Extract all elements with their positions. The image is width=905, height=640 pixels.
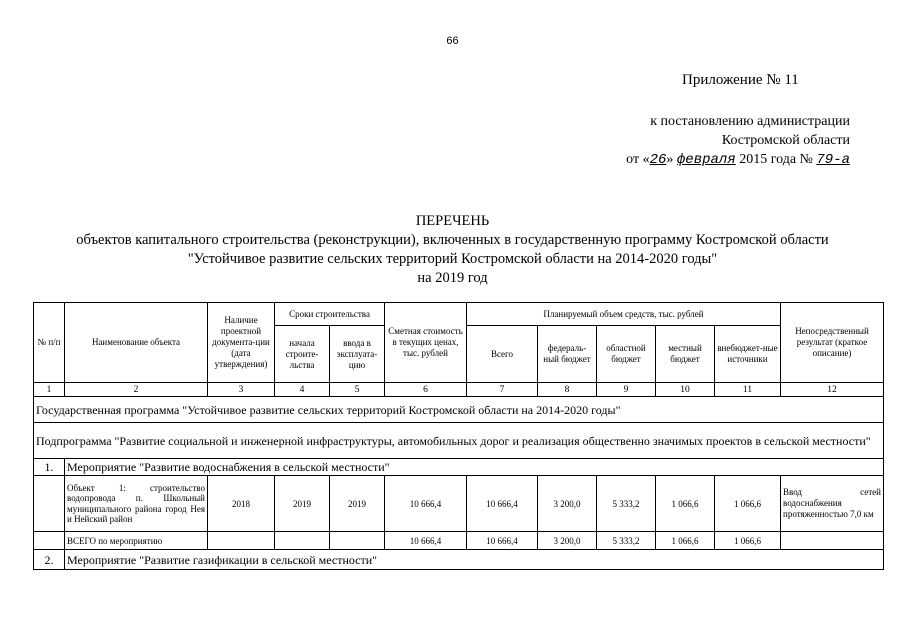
decree-mid: » <box>666 152 677 167</box>
measure-1-name: Мероприятие "Развитие водоснабжения в сельской местности" <box>65 459 884 476</box>
title-line-4: на 2019 год <box>417 270 488 286</box>
decree-line-1: к постановлению администрации <box>650 114 850 129</box>
title-line-3: "Устойчивое развитие сельских территорий Костромской области на 2014-2020 годы" <box>187 251 718 267</box>
header-extra: внебюджет-ные источники <box>715 326 781 383</box>
object-1-commission: 2019 <box>330 476 385 532</box>
col-number: 5 <box>330 383 385 397</box>
col-number: 10 <box>656 383 715 397</box>
header-start: начала строите-льства <box>275 326 330 383</box>
total-1-commission <box>330 532 385 550</box>
decree-reference <box>560 112 850 170</box>
header-local: местный бюджет <box>656 326 715 383</box>
decree-date-line <box>560 150 850 170</box>
col-number: 11 <box>715 383 781 397</box>
objects-table <box>33 302 884 570</box>
header-planned: Планируемый объем средств, тыс. рублей <box>467 303 781 326</box>
col-number: 6 <box>385 383 467 397</box>
header-regional: областной бюджет <box>597 326 656 383</box>
header-docs: Наличие проектной документа-ции (дата утверждения) <box>208 303 275 383</box>
col-number: 3 <box>208 383 275 397</box>
total-1-regional: 5 333,2 <box>597 532 656 550</box>
object-1-regional: 5 333,2 <box>597 476 656 532</box>
col-number: 8 <box>538 383 597 397</box>
header-name: Наименование объекта <box>65 303 208 383</box>
decree-year: 2015 года № <box>735 152 817 167</box>
col-number: 7 <box>467 383 538 397</box>
decree-month: февраля <box>676 152 736 168</box>
total-1-cost: 10 666,4 <box>385 532 467 550</box>
total-1-extra: 1 066,6 <box>715 532 781 550</box>
object-1-num <box>34 476 65 532</box>
decree-from-prefix: от « <box>626 152 650 167</box>
total-1-local: 1 066,6 <box>656 532 715 550</box>
object-1-local: 1 066,6 <box>656 476 715 532</box>
header-cost: Сметная стоимость в текущих ценах, тыс. рублей <box>385 303 467 383</box>
decree-day: 26 <box>649 152 667 168</box>
measure-1-num: 1. <box>34 459 65 476</box>
document-title <box>0 212 905 288</box>
header-total: Всего <box>467 326 538 383</box>
col-number: 9 <box>597 383 656 397</box>
object-1-extra: 1 066,6 <box>715 476 781 532</box>
header-result: Непосредственный результат (краткое описание) <box>781 303 884 383</box>
total-1-federal: 3 200,0 <box>538 532 597 550</box>
total-1-docs <box>208 532 275 550</box>
object-1-result: Ввод сетей водоснабжения протяженностью 7,0 км <box>781 476 884 532</box>
decree-number: 79-а <box>816 152 850 168</box>
col-number: 12 <box>781 383 884 397</box>
subprogram-row: Подпрограмма "Развитие социальной и инженерной инфраструктуры, автомобильных дорог и реализация общественно значимых проектов в сельской местности" <box>34 423 884 459</box>
object-1-name: Объект 1: строительство водопровода п. Школьный муниципального района город Нея и Нейский район <box>65 476 208 532</box>
total-1-start <box>275 532 330 550</box>
page-number: 66 <box>446 35 459 47</box>
object-1-cost: 10 666,4 <box>385 476 467 532</box>
title-line-2: объектов капитального строительства (реконструкции), включенных в государственную программу Костромской области <box>76 232 829 248</box>
program-row: Государственная программа "Устойчивое развитие сельских территорий Костромской области на 2014-2020 годы" <box>34 397 884 423</box>
header-num: № п/п <box>34 303 65 383</box>
total-1-name: ВСЕГО по мероприятию <box>65 532 208 550</box>
header-federal: федераль-ный бюджет <box>538 326 597 383</box>
decree-line-2: Костромской области <box>721 133 850 148</box>
total-1-total: 10 666,4 <box>467 532 538 550</box>
appendix-label: Приложение № 11 <box>682 72 799 88</box>
col-number: 1 <box>34 383 65 397</box>
col-number: 4 <box>275 383 330 397</box>
object-1-federal: 3 200,0 <box>538 476 597 532</box>
total-1-result <box>781 532 884 550</box>
object-1-total: 10 666,4 <box>467 476 538 532</box>
measure-2-name: Мероприятие "Развитие газификации в сельской местности" <box>65 550 884 570</box>
total-1-num <box>34 532 65 550</box>
header-commission: ввода в эксплуата-цию <box>330 326 385 383</box>
object-1-docs: 2018 <box>208 476 275 532</box>
header-terms: Сроки строительства <box>275 303 385 326</box>
measure-2-num: 2. <box>34 550 65 570</box>
col-number: 2 <box>65 383 208 397</box>
object-1-start: 2019 <box>275 476 330 532</box>
title-line-1: ПЕРЕЧЕНЬ <box>415 213 490 229</box>
